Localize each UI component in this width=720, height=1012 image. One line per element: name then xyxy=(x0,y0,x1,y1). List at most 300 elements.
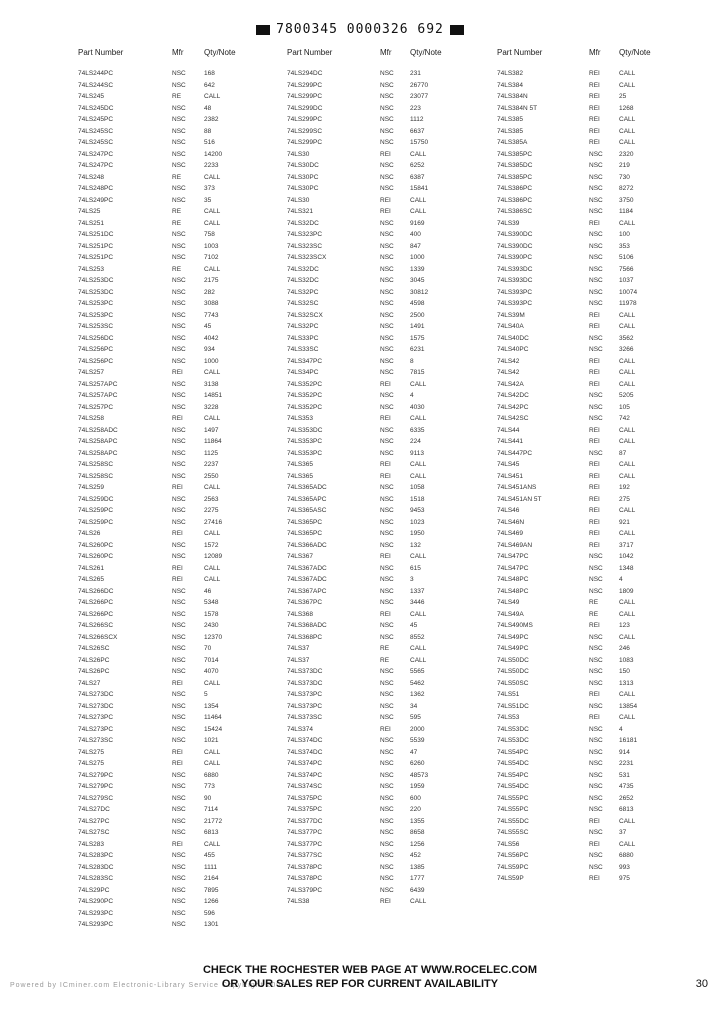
table-row xyxy=(497,655,707,667)
qty-note: 4 xyxy=(619,725,623,733)
qty-note: 168 xyxy=(204,70,215,77)
part-number: 74LS27 xyxy=(78,679,101,687)
manufacturer: NSC xyxy=(380,691,394,698)
qty-note: 6335 xyxy=(410,426,425,434)
manufacturer: REI xyxy=(589,461,600,468)
part-number: 74LS256DC xyxy=(78,334,114,342)
manufacturer: NSC xyxy=(589,403,603,411)
manufacturer: REI xyxy=(589,357,600,365)
part-number: 74LS323SC xyxy=(287,242,323,250)
qty-note: CALL xyxy=(619,426,636,434)
manufacturer: NSC xyxy=(172,449,186,457)
part-number: 74LS374 xyxy=(287,725,314,733)
part-number: 74LS44 xyxy=(497,426,520,434)
qty-note: 26770 xyxy=(410,81,429,89)
part-number: 74LS42 xyxy=(497,357,520,365)
table-row xyxy=(497,287,707,299)
part-number: 74LS46 xyxy=(497,507,520,514)
parts-list xyxy=(287,68,487,908)
part-number: 74LS251 xyxy=(78,219,105,227)
part-number: 74LS32DC xyxy=(287,219,319,227)
qty-note: 3750 xyxy=(619,196,634,204)
manufacturer: REI xyxy=(589,93,600,100)
table-row xyxy=(497,816,707,828)
qty-note: 1313 xyxy=(619,679,634,687)
part-number: 74LS367ADC xyxy=(287,576,327,583)
part-number: 74LS393PC xyxy=(497,288,533,296)
part-number: 74LS386PC xyxy=(497,185,533,192)
manufacturer: NSC xyxy=(172,311,186,319)
table-row xyxy=(287,597,487,609)
manufacturer: REI xyxy=(172,530,183,537)
table-row xyxy=(287,91,487,103)
qty-note: 730 xyxy=(619,173,630,181)
qty-note: CALL xyxy=(619,438,636,445)
table-row xyxy=(78,402,278,414)
qty-note: CALL xyxy=(619,507,636,514)
part-number: 74LS385A xyxy=(497,139,528,146)
part-number: 74LS54DC xyxy=(497,783,529,790)
qty-note: 15841 xyxy=(410,185,429,192)
part-number: 74LS56PC xyxy=(497,852,529,859)
manufacturer: NSC xyxy=(172,127,186,135)
table-row xyxy=(78,827,278,839)
qty-note: 1348 xyxy=(619,564,634,572)
part-number: 74LS45 xyxy=(497,461,520,468)
qty-note: 220 xyxy=(410,806,421,813)
part-number: 74LS55PC xyxy=(497,794,529,802)
table-row xyxy=(78,206,278,218)
table-row xyxy=(78,321,278,333)
part-number: 74LS27DC xyxy=(78,806,110,813)
table-row xyxy=(287,678,487,690)
table-row xyxy=(497,505,707,517)
manufacturer: NSC xyxy=(589,656,603,664)
part-number: 74LS273PC xyxy=(78,725,114,733)
table-row xyxy=(287,172,487,184)
part-number: 74LS32DC xyxy=(287,265,319,273)
qty-note: 3 xyxy=(410,576,414,583)
part-number: 74LS245SC xyxy=(78,139,114,146)
manufacturer: NSC xyxy=(172,70,186,77)
qty-note: 6880 xyxy=(204,771,219,779)
table-row xyxy=(497,712,707,724)
qty-note: 2231 xyxy=(619,760,634,767)
part-number: 74LS353DC xyxy=(287,426,323,434)
qty-note: 13854 xyxy=(619,702,638,710)
table-row xyxy=(78,781,278,793)
qty-note: 2175 xyxy=(204,277,219,284)
qty-note: 455 xyxy=(204,852,215,859)
table-row xyxy=(287,275,487,287)
qty-note: 10074 xyxy=(619,288,638,296)
table-row xyxy=(78,229,278,241)
manufacturer: NSC xyxy=(172,116,186,123)
qty-note: 1337 xyxy=(410,587,425,595)
part-number: 74LS447PC xyxy=(497,449,533,457)
table-row xyxy=(78,563,278,575)
table-row xyxy=(78,160,278,172)
barcode-header xyxy=(0,22,720,37)
table-row xyxy=(287,758,487,770)
part-number: 74LS375PC xyxy=(287,794,323,802)
column-header xyxy=(287,46,487,68)
manufacturer: NSC xyxy=(380,852,394,859)
qty-note: 3266 xyxy=(619,346,634,353)
part-number: 74LS251DC xyxy=(78,231,114,238)
table-row xyxy=(78,494,278,506)
manufacturer: NSC xyxy=(589,254,603,261)
manufacturer: NSC xyxy=(172,921,186,928)
manufacturer: NSC xyxy=(589,783,603,790)
table-row xyxy=(497,103,707,115)
part-number: 74LS377DC xyxy=(287,817,323,825)
table-row xyxy=(78,804,278,816)
qty-note: 23077 xyxy=(410,93,429,100)
part-number: 74LS247PC xyxy=(78,162,114,169)
part-number: 74LS365 xyxy=(287,472,314,480)
table-row xyxy=(497,390,707,402)
table-row xyxy=(287,735,487,747)
manufacturer: NSC xyxy=(172,242,186,250)
part-number: 74LS26 xyxy=(78,530,101,537)
manufacturer: REI xyxy=(380,461,391,468)
qty-note: CALL xyxy=(619,633,636,641)
qty-note: CALL xyxy=(410,208,427,215)
table-row xyxy=(497,471,707,483)
table-row xyxy=(497,551,707,563)
column-3 xyxy=(497,46,707,885)
manufacturer: REI xyxy=(589,518,600,526)
manufacturer: NSC xyxy=(589,760,603,767)
manufacturer: NSC xyxy=(172,633,186,641)
table-row xyxy=(78,298,278,310)
part-number: 74LS42DC xyxy=(497,392,529,399)
qty-note: 2563 xyxy=(204,495,219,503)
header-part-number: Part Number xyxy=(497,48,543,57)
qty-note: 5565 xyxy=(410,668,425,675)
table-row xyxy=(78,540,278,552)
table-row xyxy=(287,241,487,253)
manufacturer: NSC xyxy=(380,346,394,353)
table-row xyxy=(287,344,487,356)
barcode-number: 7800345 0000326 692 xyxy=(276,22,444,37)
part-number: 74LS245SC xyxy=(78,127,114,135)
manufacturer: NSC xyxy=(380,231,394,238)
part-number: 74LS253PC xyxy=(78,300,114,307)
part-number: 74LS353PC xyxy=(287,449,323,457)
part-number: 74LS299PC xyxy=(287,139,323,146)
manufacturer: NSC xyxy=(589,679,603,687)
part-number: 74LS49PC xyxy=(497,645,529,652)
qty-note: 192 xyxy=(619,484,630,491)
part-number: 74LS55PC xyxy=(497,806,529,813)
part-number: 74LS47PC xyxy=(497,564,529,572)
part-number: 74LS451ANS xyxy=(497,484,537,491)
table-row xyxy=(287,402,487,414)
table-row xyxy=(78,172,278,184)
table-row xyxy=(497,770,707,782)
manufacturer: REI xyxy=(589,484,600,491)
qty-note: 742 xyxy=(619,415,630,422)
table-row xyxy=(78,678,278,690)
qty-note: 47 xyxy=(410,748,418,756)
part-number: 74LS55SC xyxy=(497,829,529,836)
part-number: 74LS321 xyxy=(287,208,314,215)
part-number: 74LS257APC xyxy=(78,380,118,388)
manufacturer: NSC xyxy=(172,909,186,917)
qty-note: 27416 xyxy=(204,518,223,526)
table-row xyxy=(497,609,707,621)
part-number: 74LS42SC xyxy=(497,415,529,422)
manufacturer: RE xyxy=(380,656,390,664)
manufacturer: REI xyxy=(589,541,600,549)
table-row xyxy=(497,747,707,759)
manufacturer: NSC xyxy=(589,449,603,457)
qty-note: 1518 xyxy=(410,495,425,503)
qty-note: 5205 xyxy=(619,392,634,399)
manufacturer: NSC xyxy=(589,668,603,675)
qty-note: 6231 xyxy=(410,346,425,353)
qty-note: 642 xyxy=(204,81,215,89)
part-number: 74LS49 xyxy=(497,599,520,606)
part-number: 74LS42 xyxy=(497,369,520,376)
manufacturer: REI xyxy=(172,369,183,376)
part-number: 74LS347PC xyxy=(287,357,323,365)
header-mfr: Mfr xyxy=(589,48,601,57)
footer-line-2: OR YOUR SALES REP FOR CURRENT AVAILABILITY xyxy=(221,978,499,990)
manufacturer: REI xyxy=(589,714,600,721)
manufacturer: NSC xyxy=(589,334,603,342)
manufacturer: NSC xyxy=(380,622,394,629)
part-number: 74LS323PC xyxy=(287,231,323,238)
manufacturer: NSC xyxy=(589,794,603,802)
qty-note: CALL xyxy=(204,173,221,181)
table-row xyxy=(287,839,487,851)
table-row xyxy=(78,91,278,103)
qty-note: CALL xyxy=(619,840,636,848)
manufacturer: NSC xyxy=(172,725,186,733)
part-number: 74LS257 xyxy=(78,369,105,376)
qty-note: 1184 xyxy=(619,208,633,215)
manufacturer: NSC xyxy=(380,863,394,871)
table-row xyxy=(497,517,707,529)
qty-note: 1809 xyxy=(619,587,634,595)
table-row xyxy=(287,195,487,207)
table-row xyxy=(78,528,278,540)
qty-note: 8 xyxy=(410,357,414,365)
manufacturer: NSC xyxy=(380,277,394,284)
table-row xyxy=(497,275,707,287)
table-row xyxy=(287,103,487,115)
watermark-text: Powered by ICminer.com Electronic-Library Service CopyRight 2003 xyxy=(10,982,287,989)
qty-note: 8552 xyxy=(410,633,425,641)
table-row xyxy=(287,114,487,126)
qty-note: 224 xyxy=(410,438,421,445)
part-number: 74LS378PC xyxy=(287,863,323,871)
qty-note: 70 xyxy=(204,645,212,652)
part-number: 74LS51 xyxy=(497,691,520,698)
qty-note: 1777 xyxy=(410,875,425,882)
table-row xyxy=(78,436,278,448)
manufacturer: NSC xyxy=(589,863,603,871)
part-number: 74LS50DC xyxy=(497,656,529,664)
qty-note: 87 xyxy=(619,449,627,457)
manufacturer: NSC xyxy=(380,564,394,572)
part-number: 74LS273SC xyxy=(78,737,114,744)
manufacturer: REI xyxy=(589,380,600,388)
part-number: 74LS39 xyxy=(497,219,520,227)
part-number: 74LS373PC xyxy=(287,691,323,698)
part-number: 74LS279PC xyxy=(78,783,114,790)
table-row xyxy=(497,620,707,632)
part-number: 74LS253 xyxy=(78,265,105,273)
qty-note: CALL xyxy=(619,323,636,330)
qty-note: CALL xyxy=(204,748,221,756)
part-number: 74LS56 xyxy=(497,840,520,848)
part-number: 74LS374SC xyxy=(287,783,323,790)
table-row xyxy=(78,126,278,138)
part-number: 74LS48PC xyxy=(497,576,529,583)
manufacturer: NSC xyxy=(380,357,394,365)
manufacturer: REI xyxy=(172,576,183,583)
table-row xyxy=(287,873,487,885)
manufacturer: NSC xyxy=(172,461,186,468)
manufacturer: NSC xyxy=(589,737,603,744)
table-row xyxy=(287,264,487,276)
manufacturer: NSC xyxy=(380,587,394,595)
part-number: 74LS258ADC xyxy=(78,426,118,434)
manufacturer: NSC xyxy=(589,300,603,307)
qty-note: 921 xyxy=(619,518,630,526)
manufacturer: NSC xyxy=(380,633,394,641)
qty-note: 9169 xyxy=(410,219,425,227)
manufacturer: NSC xyxy=(380,875,394,882)
part-number: 74LS247PC xyxy=(78,150,114,158)
part-number: 74LS279SC xyxy=(78,794,114,802)
manufacturer: NSC xyxy=(380,116,394,123)
qty-note: 2164 xyxy=(204,875,219,882)
manufacturer: NSC xyxy=(589,645,603,652)
manufacturer: REI xyxy=(172,564,183,572)
part-number: 74LS244SC xyxy=(78,81,114,89)
manufacturer: NSC xyxy=(172,254,186,261)
part-number: 74LS393PC xyxy=(497,300,533,307)
manufacturer: NSC xyxy=(589,702,603,710)
manufacturer: NSC xyxy=(172,162,186,169)
manufacturer: NSC xyxy=(380,70,394,77)
manufacturer: NSC xyxy=(172,426,186,434)
part-number: 74LS290PC xyxy=(78,898,114,905)
manufacturer: REI xyxy=(380,208,391,215)
table-row xyxy=(497,310,707,322)
qty-note: 3228 xyxy=(204,403,219,411)
qty-note: 1572 xyxy=(204,541,219,549)
qty-note: 1037 xyxy=(619,277,634,284)
qty-note: 88 xyxy=(204,127,212,135)
part-number: 74LS283DC xyxy=(78,863,114,871)
table-row xyxy=(497,862,707,874)
qty-note: CALL xyxy=(204,679,221,687)
manufacturer: REI xyxy=(589,875,600,882)
table-row xyxy=(497,218,707,230)
qty-note: 48 xyxy=(204,104,212,112)
table-row xyxy=(287,770,487,782)
manufacturer: NSC xyxy=(589,771,603,779)
part-number: 74LS368 xyxy=(287,610,314,618)
qty-note: 9113 xyxy=(410,449,424,457)
part-number: 74LS253DC xyxy=(78,288,114,296)
qty-note: 2652 xyxy=(619,794,634,802)
table-row xyxy=(497,264,707,276)
qty-note: CALL xyxy=(410,610,427,618)
part-number: 74LS257APC xyxy=(78,392,118,399)
qty-note: 3562 xyxy=(619,334,634,342)
part-number: 74LS40DC xyxy=(497,334,529,342)
qty-note: 90 xyxy=(204,794,212,802)
table-row xyxy=(287,862,487,874)
qty-note: 596 xyxy=(204,909,215,917)
part-number: 74LS374PC xyxy=(287,760,323,767)
manufacturer: NSC xyxy=(589,415,603,422)
table-row xyxy=(78,666,278,678)
qty-note: 246 xyxy=(619,645,630,652)
manufacturer: NSC xyxy=(380,438,394,445)
qty-note: 1042 xyxy=(619,553,634,560)
column-header xyxy=(497,46,707,68)
qty-note: 1256 xyxy=(410,840,425,848)
table-row xyxy=(287,137,487,149)
qty-note: 12089 xyxy=(204,553,223,560)
qty-note: CALL xyxy=(619,116,636,123)
qty-note: 373 xyxy=(204,185,215,192)
part-number: 74LS59P xyxy=(497,875,524,882)
manufacturer: REI xyxy=(380,610,391,618)
qty-note: 34 xyxy=(410,702,418,710)
qty-note: 275 xyxy=(619,495,630,503)
table-row xyxy=(497,149,707,161)
table-row xyxy=(497,827,707,839)
part-number: 74LS46N xyxy=(497,518,525,526)
manufacturer: RE xyxy=(172,219,182,227)
manufacturer: NSC xyxy=(172,277,186,284)
table-row xyxy=(78,459,278,471)
part-number: 74LS299PC xyxy=(287,81,323,89)
part-number: 74LS266SC xyxy=(78,622,114,629)
manufacturer: REI xyxy=(380,380,391,388)
table-row xyxy=(287,689,487,701)
table-row xyxy=(287,425,487,437)
manufacturer: REI xyxy=(589,323,600,330)
manufacturer: NSC xyxy=(172,334,186,342)
manufacturer: NSC xyxy=(172,771,186,779)
table-row xyxy=(287,724,487,736)
header-mfr: Mfr xyxy=(380,48,392,57)
qty-note: 25 xyxy=(619,93,627,100)
qty-note: 282 xyxy=(204,288,215,296)
manufacturer: NSC xyxy=(380,242,394,250)
part-number: 74LS385PC xyxy=(497,173,533,181)
manufacturer: NSC xyxy=(172,231,186,238)
part-number: 74LS258SC xyxy=(78,461,114,468)
qty-note: CALL xyxy=(410,898,427,905)
table-row xyxy=(497,80,707,92)
qty-note: 595 xyxy=(410,714,421,721)
table-row xyxy=(78,816,278,828)
part-number: 74LS365APC xyxy=(287,495,327,503)
manufacturer: NSC xyxy=(380,93,394,100)
table-row xyxy=(497,172,707,184)
